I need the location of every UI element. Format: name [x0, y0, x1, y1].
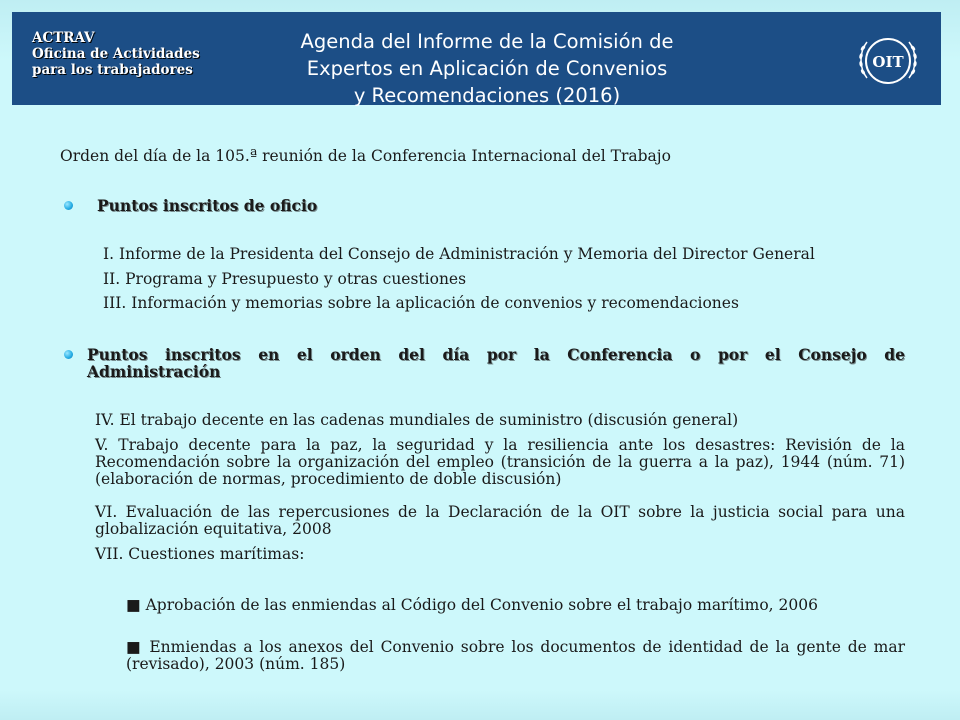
agenda-item-5: V. Trabajo decente para la paz, la seguridad y la resiliencia ante los desastres: Revisión de la Recomendación sobre la organización del empleo (transición de la guerra a la paz), 1944 (núm. 71) (elaboración de normas, procedimiento de doble discusión) — [95, 436, 905, 488]
section-title-oficio: Puntos inscritos de oficio — [97, 196, 318, 215]
org-line: para los trabajadores — [32, 62, 193, 78]
agenda-item-1: I. Informe de la Presidenta del Consejo de Administración y Memoria del Director General — [103, 245, 815, 263]
agenda-item-6: VI. Evaluación de las repercusiones de la Declaración de la OIT sobre la justicia social para una globalización equitativa, 2008 — [95, 503, 905, 538]
agenda-item-7: VII. Cuestiones marítimas: — [95, 545, 305, 563]
title-line: Agenda del Informe de la Comisión de — [300, 30, 674, 53]
oit-logo — [853, 26, 923, 96]
logo-text: OIT — [872, 53, 904, 71]
title-line: y Recomendaciones (2016) — [353, 84, 621, 107]
background-bottom-gradient — [0, 690, 960, 720]
section-title-conferencia-cont: Administración — [87, 362, 221, 381]
slide-title — [252, 28, 722, 109]
intro-text: Orden del día de la 105.ª reunión de la Conferencia Internacional del Trabajo — [60, 147, 671, 165]
org-line: ACTRAV — [32, 30, 95, 46]
title-line: Expertos en Aplicación de Convenios — [306, 57, 668, 80]
header-banner — [12, 12, 941, 105]
bullet-icon — [64, 350, 73, 359]
org-name — [32, 30, 200, 78]
sub-item-2: ■ Enmiendas a los anexos del Convenio sobre los documentos de identidad de la gente de mar (revisado), 2003 (núm. 185) — [126, 638, 905, 673]
agenda-item-3: III. Información y memorias sobre la aplicación de convenios y recomendaciones — [103, 294, 739, 312]
section-title-conferencia: Puntos inscritos en el orden del día por la Conferencia o por el Consejo de — [87, 345, 905, 364]
org-line: Oficina de Actividades — [32, 46, 200, 62]
agenda-item-4: IV. El trabajo decente en las cadenas mundiales de suministro (discusión general) — [95, 411, 739, 429]
agenda-item-2: II. Programa y Presupuesto y otras cuestiones — [103, 270, 467, 288]
bullet-icon — [64, 201, 73, 210]
sub-item-1: ■ Aprobación de las enmiendas al Código del Convenio sobre el trabajo marítimo, 2006 — [126, 596, 818, 614]
